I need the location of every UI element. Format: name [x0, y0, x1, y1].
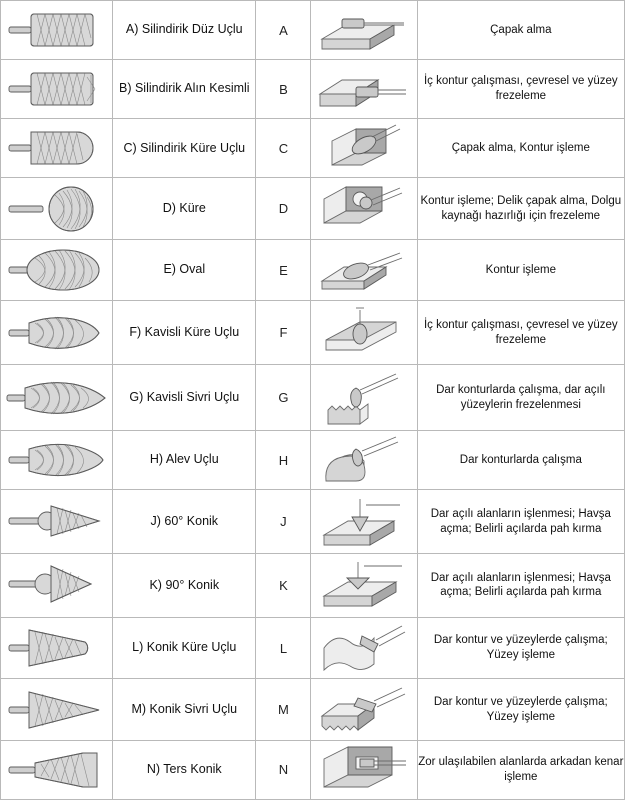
burr-shape-cell	[1, 679, 113, 740]
burr-letter: C	[256, 119, 311, 178]
cylindrical-ball-nose-burr-icon	[1, 119, 112, 177]
burr-letter: F	[256, 301, 311, 365]
application-cell	[311, 60, 417, 119]
burr-name: N) Ters Konik	[113, 740, 256, 799]
taper-ball-nose-burr-icon	[1, 618, 112, 678]
oval-contour-illustration-icon	[311, 240, 416, 300]
application-cell	[311, 740, 417, 799]
burr-shape-cell	[1, 740, 113, 799]
burr-letter: B	[256, 60, 311, 119]
burr-name: C) Silindirik Küre Uçlu	[113, 119, 256, 178]
taper-pointed-burr-icon	[1, 679, 112, 739]
burr-name: B) Silindirik Alın Kesimli	[113, 60, 256, 119]
table-row	[1, 554, 625, 618]
cylindrical-flat-end-burr-icon	[1, 1, 112, 59]
burr-letter: K	[256, 554, 311, 618]
burr-shape-cell	[1, 301, 113, 365]
burr-name: E) Oval	[113, 239, 256, 300]
burr-name: D) Küre	[113, 178, 256, 239]
burr-description: İç kontur çalışması, çevresel ve yüzey frezeleme	[417, 301, 624, 365]
burr-name: F) Kavisli Küre Uçlu	[113, 301, 256, 365]
application-cell	[311, 490, 417, 554]
table-row	[1, 301, 625, 365]
burr-shape-cell	[1, 119, 113, 178]
burr-letter: E	[256, 239, 311, 300]
burr-name: J) 60° Konik	[113, 490, 256, 554]
burr-letter: H	[256, 431, 311, 490]
burr-shape-cell	[1, 1, 113, 60]
table-row	[1, 239, 625, 300]
burr-name: A) Silindirik Düz Uçlu	[113, 1, 256, 60]
application-cell	[311, 554, 417, 618]
burr-description: Dar kontur ve yüzeylerde çalışma; Yüzey işleme	[417, 679, 624, 740]
burr-shape-cell	[1, 178, 113, 239]
burr-name: G) Kavisli Sivri Uçlu	[113, 365, 256, 431]
hole-deburring-illustration-icon	[311, 178, 416, 238]
burr-letter: N	[256, 740, 311, 799]
gear-teeth-illustration-icon	[311, 365, 416, 430]
burr-name: L) Konik Küre Uçlu	[113, 617, 256, 678]
table-row	[1, 679, 625, 740]
countersink-90-illustration-icon	[311, 554, 416, 617]
application-cell	[311, 119, 417, 178]
burr-shape-cell	[1, 554, 113, 618]
application-cell	[311, 239, 417, 300]
burr-description: Dar konturlarda çalışma	[417, 431, 624, 490]
tree-radius-end-burr-icon	[1, 301, 112, 364]
cone-60-burr-icon	[1, 490, 112, 553]
burr-description: Dar kontur ve yüzeylerde çalışma; Yüzey işleme	[417, 617, 624, 678]
gear-slot-illustration-icon	[311, 679, 416, 739]
burr-description: Kontur işleme; Delik çapak alma, Dolgu kaynağı hazırlığı için frezeleme	[417, 178, 624, 239]
burr-shape-cell	[1, 431, 113, 490]
burr-name: H) Alev Uçlu	[113, 431, 256, 490]
table-row	[1, 431, 625, 490]
burr-letter: M	[256, 679, 311, 740]
burr-description: Dar konturlarda çalışma, dar açılı yüzeylerin frezelenmesi	[417, 365, 624, 431]
burr-letter: J	[256, 490, 311, 554]
burr-shape-cell	[1, 239, 113, 300]
deburring-block-illustration-icon	[311, 1, 416, 59]
burr-shape-cell	[1, 365, 113, 431]
burr-description: İç kontur çalışması, çevresel ve yüzey frezeleme	[417, 60, 624, 119]
burr-description: Çapak alma	[417, 1, 624, 60]
contour-edge-illustration-icon	[311, 119, 416, 177]
burr-description: Çapak alma, Kontur işleme	[417, 119, 624, 178]
burr-shape-cell	[1, 60, 113, 119]
table-row	[1, 740, 625, 799]
table-row	[1, 119, 625, 178]
undercut-illustration-icon	[311, 741, 416, 799]
flame-burr-icon	[1, 431, 112, 489]
application-cell	[311, 1, 417, 60]
burr-shape-cell	[1, 617, 113, 678]
table-row	[1, 178, 625, 239]
table-row	[1, 490, 625, 554]
cone-90-burr-icon	[1, 554, 112, 617]
ball-burr-icon	[1, 178, 112, 238]
table-row	[1, 1, 625, 60]
countersink-60-illustration-icon	[311, 490, 416, 553]
application-cell	[311, 178, 417, 239]
application-cell	[311, 301, 417, 365]
oval-burr-icon	[1, 240, 112, 300]
application-cell	[311, 679, 417, 740]
burr-description: Zor ulaşılabilen alanlarda arkadan kenar işleme	[417, 740, 624, 799]
burr-name: M) Konik Sivri Uçlu	[113, 679, 256, 740]
burr-description: Kontur işleme	[417, 239, 624, 300]
table-row	[1, 60, 625, 119]
burr-description: Dar açılı alanların işlenmesi; Havşa açma; Belirli açılarda pah kırma	[417, 490, 624, 554]
application-cell	[311, 617, 417, 678]
application-cell	[311, 431, 417, 490]
table-row	[1, 617, 625, 678]
burr-letter: G	[256, 365, 311, 431]
tree-pointed-end-burr-icon	[1, 365, 112, 430]
table-row	[1, 365, 625, 431]
burr-letter: L	[256, 617, 311, 678]
curved-surface-illustration-icon	[311, 618, 416, 678]
cylindrical-end-cut-burr-icon	[1, 60, 112, 118]
burr-letter: D	[256, 178, 311, 239]
burr-name: K) 90° Konik	[113, 554, 256, 618]
end-cut-milling-illustration-icon	[311, 60, 416, 118]
burr-shape-cell	[1, 490, 113, 554]
burr-description: Dar açılı alanların işlenmesi; Havşa açma; Belirli açılarda pah kırma	[417, 554, 624, 618]
application-cell	[311, 365, 417, 431]
slot-milling-illustration-icon	[311, 301, 416, 364]
burr-letter: A	[256, 1, 311, 60]
narrow-contour-illustration-icon	[311, 431, 416, 489]
inverted-cone-burr-icon	[1, 741, 112, 799]
